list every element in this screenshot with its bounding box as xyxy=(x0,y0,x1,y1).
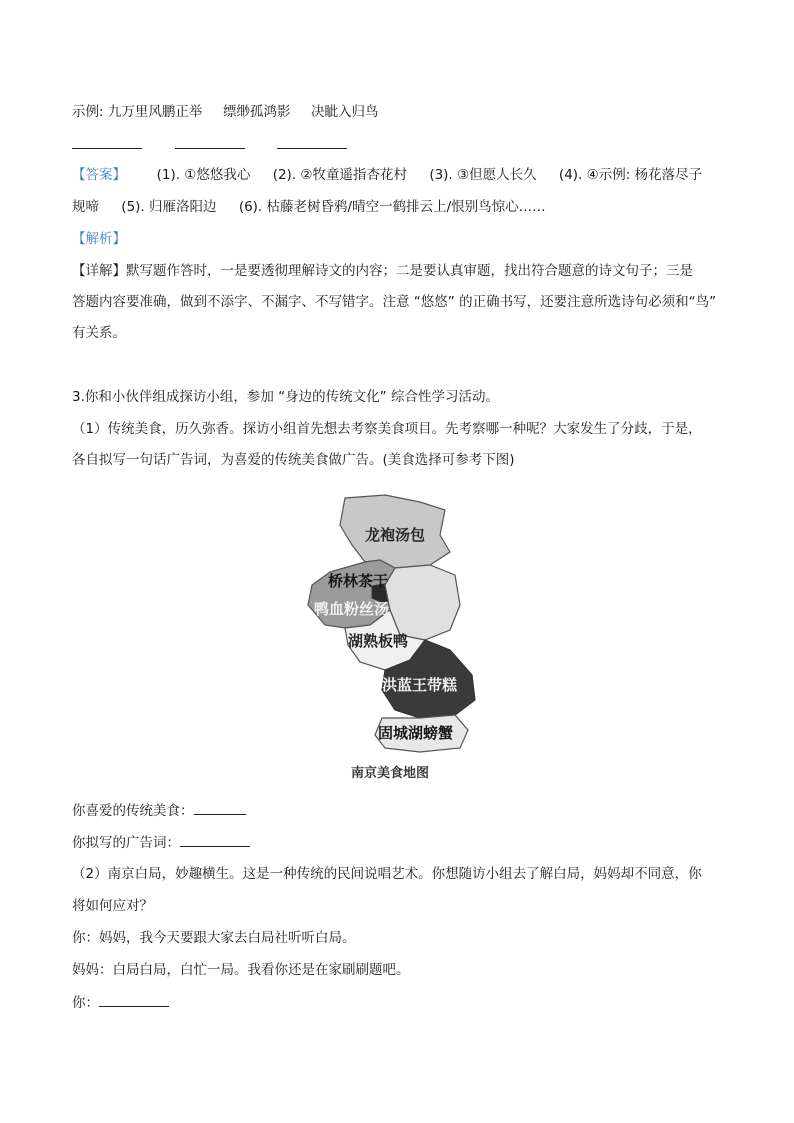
question-part1: 各自拟写一句话广告词，为喜爱的传统美食做广告。(美食选择可参考下图) xyxy=(72,452,515,468)
you-reply-row xyxy=(72,992,169,1013)
analysis-text: 【详解】默写题作答时，一是要透彻理解诗文的内容；二是要认真审题，找出符合题意的诗文句子；三是 xyxy=(72,263,693,279)
blank-row xyxy=(72,134,347,155)
example-item: 九万里风鹏正举 xyxy=(107,104,203,120)
you-reply-blank[interactable] xyxy=(99,992,169,1007)
ad-slogan-row xyxy=(72,832,250,853)
analysis-tag: 【解析】 xyxy=(72,231,126,247)
question-part2: 将如何应对？ xyxy=(72,898,153,914)
answer-item: (3). ③但愿人长久 xyxy=(429,167,537,183)
dialogue-line: 妈妈：白局白局，白忙一局。我看你还是在家刷刷题吧。 xyxy=(72,962,410,978)
example-line xyxy=(72,102,379,122)
favorite-food-row xyxy=(72,800,246,821)
answer-item: (4). ④示例: 杨花落尽子 xyxy=(558,167,703,183)
question-part1: （1）传统美食，历久弥香。探访小组首先想去考察美食项目。先考察哪一种呢？大家发生了分歧，于是， xyxy=(72,421,702,437)
question-part2: （2）南京白局，妙趣横生。这是一种传统的民间说唱艺术。你想随访小组去了解白局，妈妈却不同意，你 xyxy=(72,866,702,882)
answer-item: (1). ①悠悠我心 xyxy=(156,167,251,183)
map-label: 洪蓝王带糕 xyxy=(382,676,458,694)
example-label: 示例: xyxy=(72,104,104,120)
answer-item: 规啼 xyxy=(72,199,99,215)
dialogue-line: 你：妈妈，我今天要跟大家去白局社听听白局。 xyxy=(72,930,356,946)
you-label: 你： xyxy=(72,995,99,1011)
map-label: 龙袍汤包 xyxy=(365,526,426,544)
food-map-figure xyxy=(290,490,490,780)
answer-item: (5). 归雁洛阳边 xyxy=(121,199,217,215)
map-label: 固城湖螃蟹 xyxy=(378,724,454,742)
ad-slogan-label: 你拟写的广告词： xyxy=(72,835,180,851)
answer-line-2 xyxy=(72,197,546,217)
map-label: 桥林茶干 xyxy=(328,572,389,590)
analysis-text: 有关系。 xyxy=(72,325,126,341)
answer-item: (2). ②牧童遥指杏花村 xyxy=(272,167,408,183)
analysis-text: 答题内容要准确，做到不添字、不漏字、不写错字。注意 “悠悠” 的正确书写，还要注意所选诗句必须和“鸟” xyxy=(72,294,717,310)
favorite-food-label: 你喜爱的传统美食： xyxy=(72,803,194,819)
favorite-food-blank[interactable] xyxy=(194,800,246,815)
answer-blank[interactable] xyxy=(277,134,347,149)
example-item: 缥缈孤鸿影 xyxy=(222,104,291,120)
map-caption: 南京美食地图 xyxy=(350,766,429,781)
example-item: 决眦入归鸟 xyxy=(311,104,379,120)
answer-blank[interactable] xyxy=(175,134,245,149)
ad-slogan-blank[interactable] xyxy=(180,832,250,847)
answer-item: (6). 枯藤老树昏鸦/晴空一鹤排云上/恨别鸟惊心…… xyxy=(238,199,546,215)
map-label: 鸭血粉丝汤 xyxy=(314,600,390,618)
answer-line-1 xyxy=(72,165,702,185)
answer-blank[interactable] xyxy=(72,134,142,149)
answer-tag: 【答案】 xyxy=(72,167,126,183)
question-intro: 3.你和小伙伴组成探访小组，参加 “身边的传统文化” 综合性学习活动。 xyxy=(72,389,499,405)
food-map xyxy=(290,490,490,760)
map-label: 湖熟板鸭 xyxy=(348,632,409,650)
